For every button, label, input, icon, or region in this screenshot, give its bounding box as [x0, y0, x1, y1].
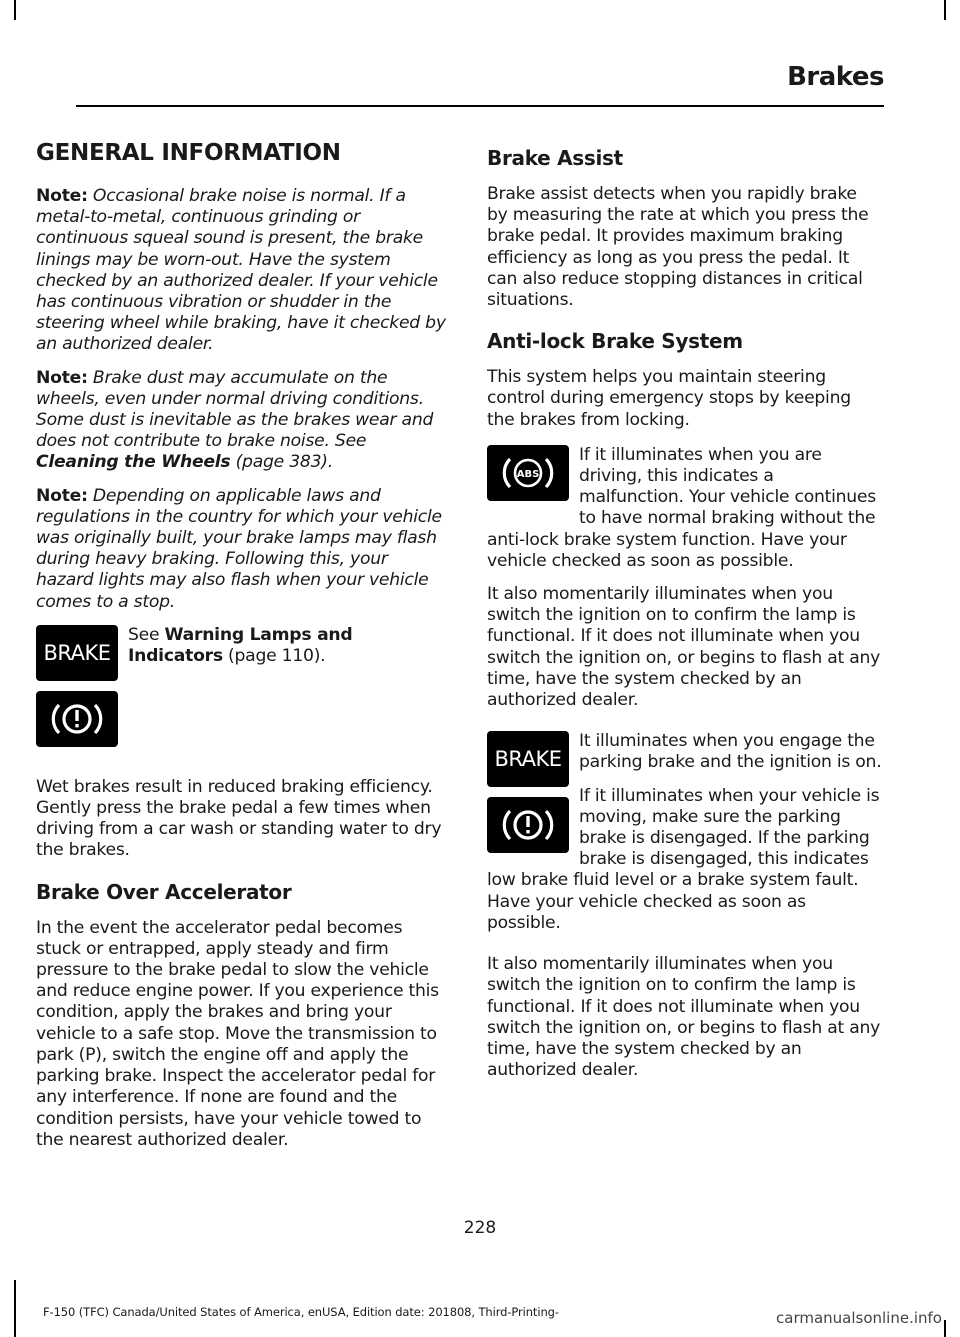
abs-lamp-block [487, 445, 882, 584]
page-header-title: Brakes [787, 62, 884, 92]
abs-intro-text: This system helps you maintain steering control during emergency stops by keeping the brakes from locking. [487, 367, 851, 430]
left-column [36, 140, 449, 1163]
abs-icon-label: ABS [516, 468, 540, 480]
section-heading-anti-lock-brake-system: Anti-lock Brake System [487, 329, 743, 354]
brake-warning-lamp-icon: BRAKE [36, 625, 118, 681]
wet-brakes-text: Wet brakes result in reduced braking efficiency. Gently press the brake pedal a few times when driving from a car wash or standing water to dry the brakes. [36, 776, 442, 861]
brake-assist-text: Brake assist detects when you rapidly brake by measuring the rate at which you press the brake pedal. It provides maximum braking efficiency as long as you press the pedal. It can also reduce stopping distances in critical situations. [487, 184, 869, 311]
note-label: Note: [36, 367, 88, 388]
page-number: 228 [463, 1218, 497, 1238]
note-brake-dust [36, 368, 449, 474]
note-label: Note: [36, 186, 88, 206]
note-brake-lamps-flash [36, 486, 449, 613]
xref-page: (page 110). [222, 646, 326, 667]
brake-lamp-block [487, 731, 882, 946]
xref-warning-lamps[interactable]: Warning Lamps and Indicators [128, 624, 353, 667]
warning-lamp-reference [36, 625, 449, 761]
brake-exclamation-lamp-icon [36, 691, 118, 747]
crop-mark-top-left [14, 0, 16, 20]
crop-mark-top-right [944, 0, 946, 20]
brake-momentary-text: It also momentarily illuminates when you switch the ignition on to confirm the lamp is functional. If it does not illuminate when you switch the ignition on, or begins to flash at any time, have the system checked by an authorized dealer. [487, 954, 881, 1081]
xref-cleaning-wheels[interactable]: Cleaning the Wheels [36, 452, 231, 473]
right-column [487, 140, 882, 1093]
note-text: Brake dust may accumulate on the wheels, even under normal driving conditions. Some dust is inevitable as the brakes wear and does not contribute to brake noise. See [36, 367, 434, 452]
xref-page: (page 383). [230, 452, 333, 473]
brake-exclamation-lamp-icon [487, 797, 569, 853]
abs-momentary-text: It also momentarily illuminates when you switch the ignition on to confirm the lamp is functional. If it does not illuminate when you switch the ignition on, or begins to flash at any time, have the system checked by an authorized dealer. [487, 584, 881, 711]
note-brake-noise [36, 186, 449, 356]
brake-lamp-stack [487, 731, 569, 863]
note-text: Depending on applicable laws and regulations in the country for which your vehicle was originally built, your brake lamps may flash during heavy braking. Following this, your hazard lights may also flash when your vehicle comes to a stop. [36, 485, 442, 612]
abs-lamp-text: If it illuminates when you are driving, this indicates a malfunction. Your vehicle continues to have normal braking without the anti-lock brake system function. Have your vehicle checked as soon as possible. [487, 444, 876, 571]
section-heading-general-information: GENERAL INFORMATION [36, 140, 341, 166]
footer-edition-info: F-150 (TFC) Canada/United States of America, enUSA, Edition date: 201808, Third-Printing- [43, 1305, 559, 1319]
note-label: Note: [36, 485, 88, 506]
lamp-icon-stack [36, 625, 118, 757]
see-prefix: See [128, 624, 165, 645]
abs-lamp-stack [487, 445, 569, 511]
brake-lamp-text-2: If it illuminates when your vehicle is moving, make sure the parking brake is disengaged. If the parking brake is disengaged, this indicates low brake fluid level or a brake system fault. Have your vehicle checked as soon as possible. [487, 785, 880, 933]
note-text: Occasional brake noise is normal. If a metal-to-metal, continuous grinding or continuous squeal sound is present, the brake linings may be worn-out. Have the system checked by an authorized dealer. If your vehicle has continuous vibration or shudder in the steering wheel while braking, have it checked by an authorized dealer. [36, 186, 446, 355]
brake-over-accelerator-text: In the event the accelerator pedal becomes stuck or entrapped, apply steady and firm pressure to the brake pedal to slow the vehicle and reduce engine power. If you experience this condition, apply the brakes and bring your vehicle to a safe stop. Move the transmission to park (P), switch the engine off and apply the parking brake. Inspect the accelerator pedal for any interference. If none are found and the condition persists, have your vehicle towed to the nearest authorized dealer. [36, 917, 439, 1150]
brake-warning-lamp-icon: BRAKE [487, 731, 569, 787]
brake-lamp-text-1: It illuminates when you engage the parking brake and the ignition is on. [579, 731, 882, 773]
header-rule [76, 105, 884, 107]
watermark: carmanualsonline.info [776, 1309, 942, 1327]
crop-mark-bottom-right [944, 1320, 946, 1337]
section-heading-brake-assist: Brake Assist [487, 146, 623, 170]
section-heading-brake-over-accelerator: Brake Over Accelerator [36, 879, 292, 904]
crop-mark-bottom-left [14, 1280, 16, 1337]
abs-warning-lamp-icon [487, 445, 569, 501]
